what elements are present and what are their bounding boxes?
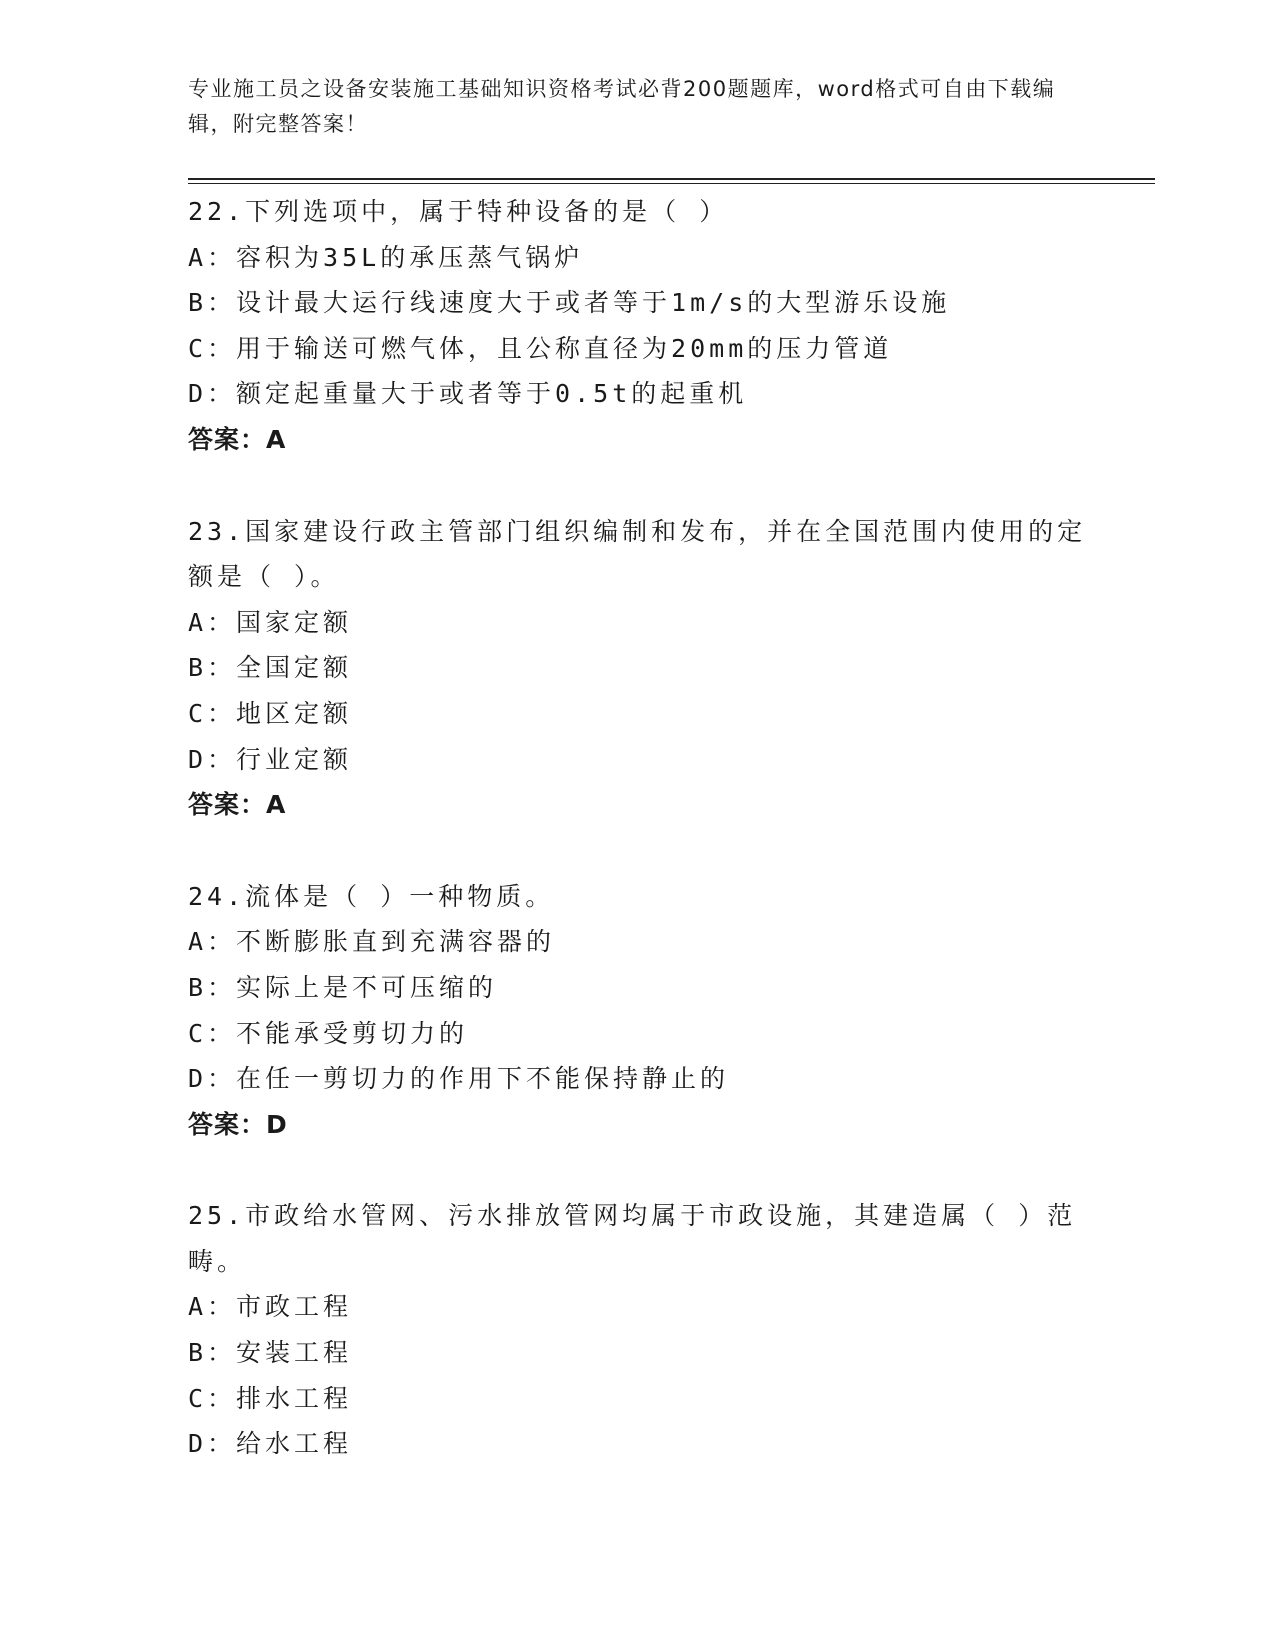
option-c: C：地区定额 (188, 698, 353, 728)
question-stem: 25.市政给水管网、污水排放管网均属于市政设施，其建造属（ ）范畴。 (188, 1201, 1077, 1276)
option-d: D：额定起重量大于或者等于0.5t的起重机 (188, 379, 748, 409)
question-24 (188, 874, 1088, 1148)
option-c: C：不能承受剪切力的 (188, 1018, 469, 1048)
option-b: B：设计最大运行线速度大于或者等于1m/s的大型游乐设施 (188, 288, 951, 318)
answer-line: 答案：D (188, 1109, 288, 1139)
document-header: 专业施工员之设备安装施工基础知识资格考试必背200题题库，word格式可自由下载编辑，附完整答案！ (188, 77, 1056, 136)
option-d: D：行业定额 (188, 744, 353, 774)
header-divider-thick (188, 178, 1155, 180)
question-22 (188, 189, 1088, 463)
option-b: B：安装工程 (188, 1338, 353, 1368)
answer-line: 答案：A (188, 424, 287, 454)
option-b: B：全国定额 (188, 653, 353, 683)
option-a: A：国家定额 (188, 607, 353, 637)
option-d: D：给水工程 (188, 1429, 353, 1459)
answer-line: 答案：A (188, 790, 287, 820)
option-b: B：实际上是不可压缩的 (188, 972, 498, 1002)
question-stem: 22.下列选项中，属于特种设备的是（ ） (188, 197, 729, 226)
question-25 (188, 1193, 1088, 1467)
option-d: D：在任一剪切力的作用下不能保持静止的 (188, 1064, 730, 1094)
option-a: A：容积为35L的承压蒸气锅炉 (188, 242, 584, 272)
question-23 (188, 509, 1088, 828)
option-a: A：不断膨胀直到充满容器的 (188, 927, 556, 957)
question-stem: 23.国家建设行政主管部门组织编制和发布，并在全国范围内使用的定额是（ ）。 (188, 516, 1087, 592)
option-c: C：排水工程 (188, 1383, 353, 1413)
header-divider-thin (188, 183, 1155, 184)
question-stem: 24.流体是（ ）一种物质。 (188, 881, 555, 911)
question-list (188, 189, 1088, 1513)
option-a: A：市政工程 (188, 1292, 353, 1322)
option-c: C：用于输送可燃气体，且公称直径为20mm的压力管道 (188, 333, 893, 363)
